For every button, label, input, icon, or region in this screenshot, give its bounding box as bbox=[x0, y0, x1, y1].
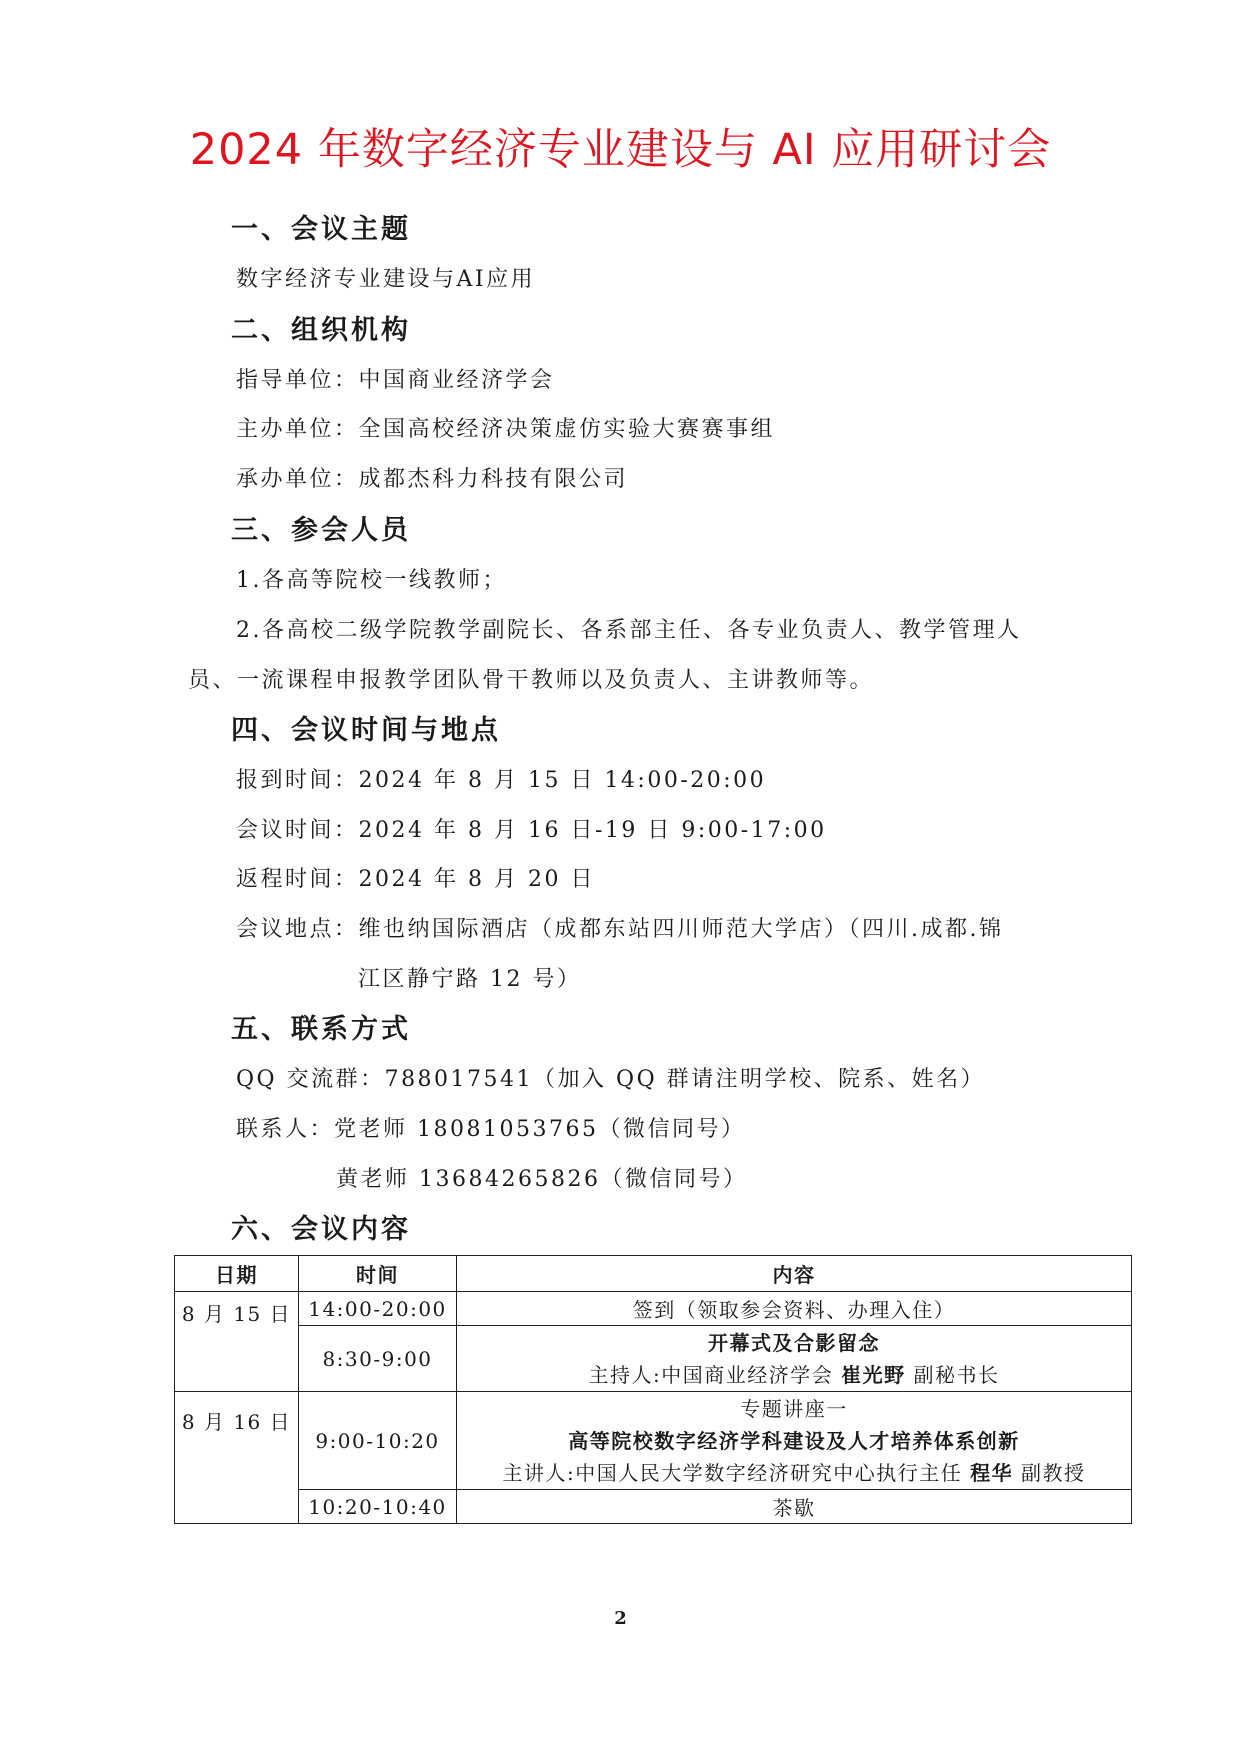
content-cell: 茶歇 bbox=[457, 1490, 1132, 1524]
host-unit-line: 主办单位：全国高校经济决策虚仿实验大赛赛事组 bbox=[236, 417, 776, 442]
section-heading-organization: 二、组织机构 bbox=[231, 315, 411, 346]
date-cell: 8 月 16 日 bbox=[175, 1392, 299, 1524]
content-cell bbox=[457, 1326, 1132, 1392]
meeting-time-line: 会议时间：2024 年 8 月 16 日-19 日 9:00-17:00 bbox=[236, 818, 827, 843]
section-heading-time-place: 四、会议时间与地点 bbox=[231, 715, 501, 746]
table-row bbox=[175, 1326, 1132, 1392]
guiding-unit-line: 指导单位：中国商业经济学会 bbox=[236, 368, 555, 393]
content-cell: 签到（领取参会资料、办理入住） bbox=[457, 1292, 1132, 1326]
host-suffix: 副秘书长 bbox=[913, 1362, 1000, 1387]
participants-line-1: 1.各高等院校一线教师； bbox=[236, 568, 507, 593]
checkin-time-line: 报到时间：2024 年 8 月 15 日 14:00-20:00 bbox=[236, 768, 767, 793]
theme-text: 数字经济专业建设与AI应用 bbox=[236, 267, 536, 292]
table-row bbox=[175, 1292, 1132, 1326]
host-name: 崔光野 bbox=[841, 1362, 906, 1387]
header-date: 日期 bbox=[175, 1256, 299, 1292]
venue-line-2: 江区静宁路 12 号） bbox=[358, 967, 582, 992]
agenda-header-row bbox=[175, 1256, 1132, 1292]
content-cell bbox=[457, 1392, 1132, 1490]
header-time: 时间 bbox=[299, 1256, 457, 1292]
table-row bbox=[175, 1392, 1132, 1490]
section-heading-contact: 五、联系方式 bbox=[231, 1014, 411, 1045]
time-cell: 8:30-9:00 bbox=[299, 1326, 457, 1392]
organizer-unit-line: 承办单位：成都杰科力科技有限公司 bbox=[236, 467, 629, 492]
header-content: 内容 bbox=[457, 1256, 1132, 1292]
agenda-table bbox=[174, 1255, 1132, 1524]
speaker-suffix: 副教授 bbox=[1020, 1460, 1086, 1485]
section-heading-theme: 一、会议主题 bbox=[231, 214, 411, 245]
host-prefix: 主持人:中国商业经济学会 bbox=[588, 1362, 834, 1387]
date-cell: 8 月 15 日 bbox=[175, 1292, 299, 1392]
time-cell: 14:00-20:00 bbox=[299, 1292, 457, 1326]
page-title: 2024 年数字经济专业建设与 AI 应用研讨会 bbox=[189, 125, 1052, 175]
contact-person-line-2: 黄老师 13684265826（微信同号） bbox=[336, 1167, 748, 1192]
speaker-prefix: 主讲人:中国人民大学数字经济研究中心执行主任 bbox=[502, 1460, 963, 1485]
venue-line-1: 会议地点：维也纳国际酒店（成都东站四川师范大学店）（四川.成都.锦 bbox=[236, 917, 1004, 942]
page-number: 2 bbox=[614, 1608, 627, 1629]
section-heading-participants: 三、参会人员 bbox=[231, 515, 411, 546]
opening-ceremony-title: 开幕式及合影留念 bbox=[708, 1330, 880, 1355]
participants-line-3: 员、一流课程申报教学团队骨干教师以及负责人、主讲教师等。 bbox=[188, 668, 875, 693]
lecture-speaker-line bbox=[457, 1457, 1131, 1489]
time-cell: 10:20-10:40 bbox=[299, 1490, 457, 1524]
lecture-label: 专题讲座一 bbox=[740, 1396, 848, 1421]
time-cell: 9:00-10:20 bbox=[299, 1392, 457, 1490]
section-heading-agenda: 六、会议内容 bbox=[231, 1214, 411, 1245]
lecture-title: 高等院校数字经济学科建设及人才培养体系创新 bbox=[568, 1428, 1020, 1453]
return-time-line: 返程时间：2024 年 8 月 20 日 bbox=[236, 867, 595, 892]
contact-person-line-1: 联系人：党老师 18081053765（微信同号） bbox=[236, 1117, 746, 1142]
table-row bbox=[175, 1490, 1132, 1524]
opening-host-line bbox=[457, 1359, 1131, 1391]
participants-line-2: 2.各高校二级学院教学副院长、各系部主任、各专业负责人、教学管理人 bbox=[236, 618, 1022, 643]
qq-group-line: QQ 交流群：788017541（加入 QQ 群请注明学校、院系、姓名） bbox=[236, 1067, 986, 1092]
speaker-name: 程华 bbox=[970, 1460, 1014, 1485]
